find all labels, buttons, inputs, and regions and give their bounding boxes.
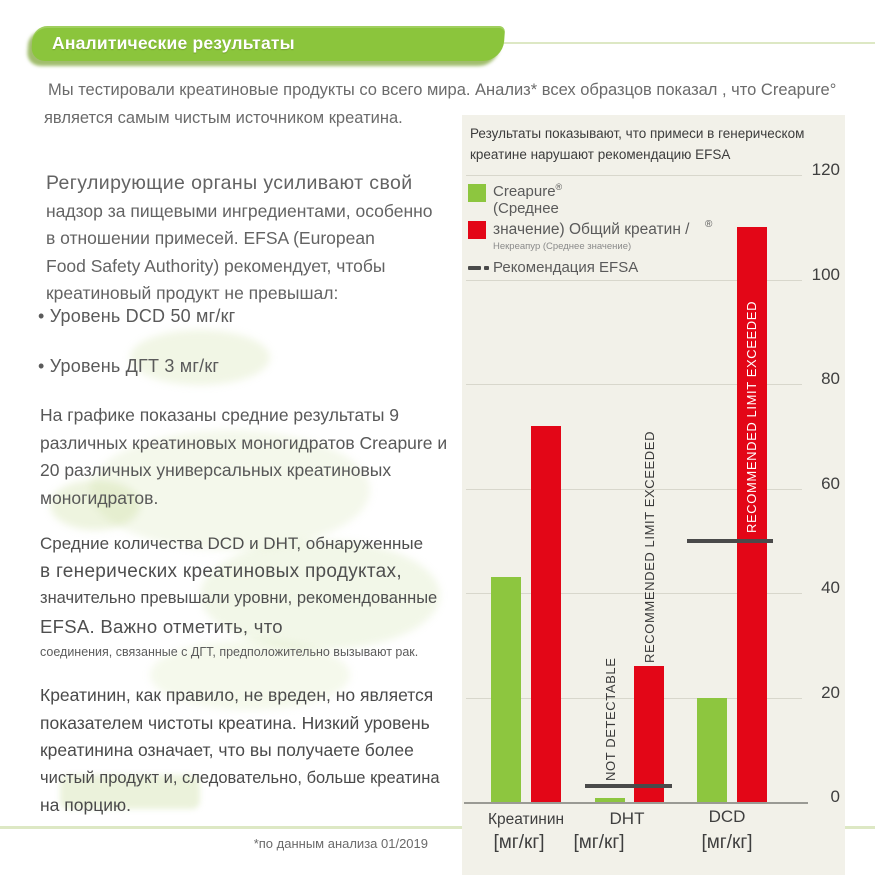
- category-unit-label: [мг/кг]: [493, 832, 545, 853]
- annotation-label: RECOMMENDED LIMIT EXCEEDED: [642, 430, 657, 663]
- text-line: чистый продукт и, следовательно, больше креатина: [40, 768, 440, 787]
- text-line: в генерических креатиновых продуктах,: [40, 560, 402, 582]
- text-line: соединения, связанные с ДГТ, предположительно вызывают рак.: [40, 645, 419, 659]
- bar-generic-dht: [634, 666, 664, 802]
- text-line: показателем чистоты креатина. Низкий уровень: [40, 712, 430, 733]
- y-tick-label: 120: [811, 160, 840, 179]
- y-tick-label: 40: [821, 578, 840, 597]
- page-title: Аналитические результаты: [52, 33, 295, 53]
- paragraph-creatinine: [40, 682, 440, 820]
- bullet-dcd-limit: • Уровень DCD 50 мг/кг: [38, 306, 236, 326]
- annotation-label: NOT DETECTABLE: [603, 657, 618, 781]
- bar-generic-креатинин: [531, 426, 561, 802]
- bar-creapure-dcd: [697, 698, 727, 803]
- footnote: *по данным анализа 01/2019: [253, 836, 428, 851]
- y-tick-label: 60: [821, 473, 840, 493]
- paragraph-graph-note: [40, 402, 447, 512]
- text-line: Мы тестировали креатиновые продукты со всего мира. Анализ* всех образцов показал , что Creapure°: [48, 81, 837, 99]
- efsa-limit-line-dcd: [687, 539, 773, 543]
- text-line: креатинина означает, что вы получаете более: [40, 740, 414, 760]
- text-line: значительно превышали уровни, рекомендованные: [40, 589, 438, 607]
- y-tick-label: 20: [821, 682, 840, 702]
- annotation-label: RECOMMENDED LIMIT EXCEEDED: [744, 300, 759, 533]
- legend-label-creapure: Creapure® (Среднее: [493, 182, 563, 217]
- category-unit-label: [мг/кг]: [701, 832, 753, 853]
- chart-title: Результаты показывают, что примеси в генерическом креатине нарушают рекомендацию EFSA: [470, 126, 805, 162]
- text-line: моногидратов.: [40, 487, 159, 508]
- text-line: в отношении примесей. EFSA (European: [46, 228, 375, 248]
- category-unit-label: [мг/кг]: [573, 832, 625, 853]
- text-line: Регулирующие органы усиливают свой: [46, 172, 413, 194]
- y-tick-label: 100: [811, 264, 840, 284]
- text-line: Средние количества DCD и DHT, обнаруженные: [40, 534, 424, 553]
- paragraph-amounts: [40, 530, 437, 664]
- text-line: креатиновый продукт не превышал:: [46, 283, 339, 303]
- bar-creapure-креатинин: [491, 577, 521, 802]
- text-line: надзор за пищевыми ингредиентами, особенно: [46, 200, 433, 221]
- text-line: На графике показаны средние результаты 9: [40, 405, 400, 425]
- text-line: на порцию.: [40, 795, 131, 815]
- text-line: Креатинин, как правило, не вреден, но является: [40, 685, 434, 705]
- gridline: [466, 175, 802, 176]
- x-axis-line: [464, 802, 808, 804]
- text-line: 20 различных универсальных креатиновых: [40, 460, 392, 480]
- category-label-dcd: DCD: [708, 807, 746, 826]
- text-line: Food Safety Authority) рекомендует, чтобы: [46, 255, 386, 276]
- category-label-креатинин: Креатинин: [487, 811, 565, 828]
- efsa-limit-line-dht: [585, 784, 672, 788]
- banner: [31, 26, 505, 61]
- category-label-dht: DHT: [609, 809, 645, 828]
- top-divider-line: [498, 42, 875, 44]
- y-tick-label: 80: [821, 369, 840, 388]
- chart-panel: [462, 115, 845, 875]
- text-line: является самым чистым источником креатина.: [44, 109, 403, 127]
- text-line: EFSA. Важно отметить, что: [40, 615, 283, 637]
- legend-label-efsa: Рекомендация EFSA: [493, 259, 639, 276]
- y-tick-label: 0: [830, 787, 840, 806]
- paragraph-regulators: [46, 170, 433, 308]
- legend-label-generic: значение) Общий креатин /: [493, 221, 690, 238]
- plot-area: [462, 115, 845, 875]
- legend-reg-mark: ®: [705, 219, 713, 230]
- text-line: различных креатиновых моногидратов Creapure и: [40, 432, 448, 453]
- legend-sublabel-generic: Некреапур (Среднее значение): [493, 241, 632, 252]
- bullet-dht-limit: • Уровень ДГТ 3 мг/кг: [38, 356, 220, 376]
